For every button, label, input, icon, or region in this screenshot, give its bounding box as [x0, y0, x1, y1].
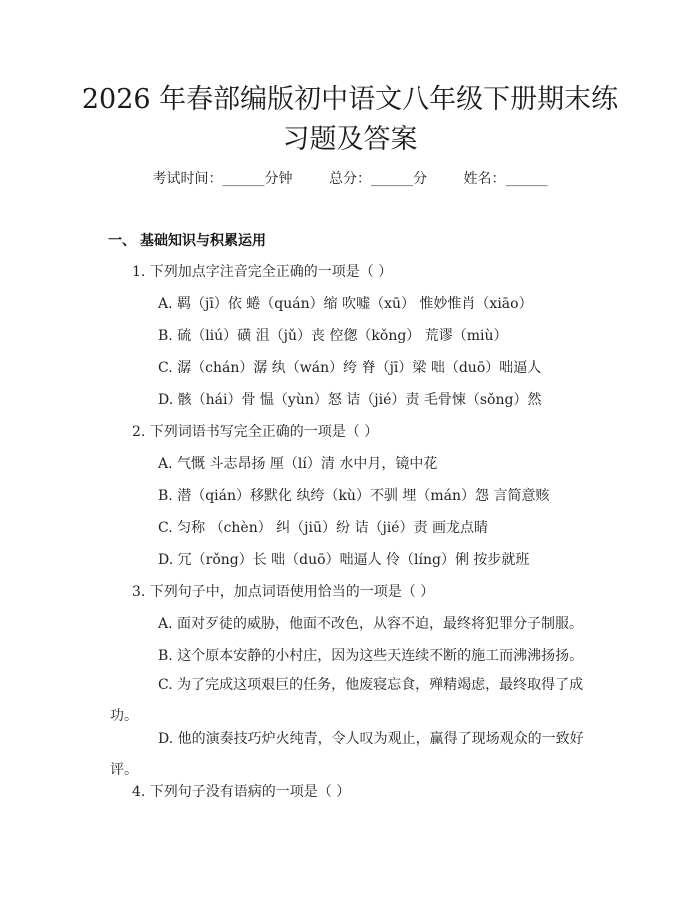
question-option: D. 骸（hái）骨 愠（yùn）怒 诘（jié）责 毛骨悚（sǒng）然: [158, 392, 542, 408]
exam-score: 总分：______分: [329, 171, 427, 187]
title-line-2: 习题及答案: [282, 124, 418, 155]
question-option: D. 冗（rǒng）长 咄（duō）咄逼人 伶（líng）俐 按步就班: [158, 552, 530, 568]
question-stem: 4. 下列句子没有语病的一项是（ ）: [132, 784, 351, 800]
question-option: A. 面对歹徒的威胁，他面不改色，从容不迫，最终将犯罪分子制服。: [158, 616, 584, 632]
question-stem: 1. 下列加点字注音完全正确的一项是（ ）: [132, 264, 393, 280]
question-option: C. 匀称 （chèn） 纠（jiū）纷 诘（jié）责 画龙点睛: [158, 520, 489, 536]
question-option: A. 羁（jī）依 蜷（quán）缩 吹嘘（xū） 惟妙惟肖（xiāo）: [158, 296, 533, 312]
exam-info: [0, 168, 700, 188]
question-option: B. 硫（liú）磺 沮（jǔ）丧 倥偬（kǒng） 荒谬（miù）: [158, 328, 508, 344]
question-option: B. 这个原本安静的小村庄，因为这些天连续不断的施工而沸沸扬扬。: [158, 648, 584, 664]
exam-time: 考试时间：______分钟: [152, 171, 293, 187]
question-option: B. 潜（qián）移默化 纨绔（kù）不驯 埋（mán）怨 言简意赅: [158, 488, 550, 504]
section-title: 基础知识与积累运用: [140, 233, 266, 249]
title-line-1: 2026 年春部编版初中语文八年级下册期末练: [81, 84, 619, 115]
exam-name: 姓名：______: [463, 171, 548, 187]
question-option: C. 为了完成这项艰巨的任务，他废寝忘食，殚精竭虑，最终取得了成功。: [110, 677, 584, 724]
section-number: 一、: [108, 233, 136, 249]
document-title: [60, 80, 640, 160]
question-option: C. 潺（chán）潺 纨（wán）绔 脊（jī）梁 咄（duō）咄逼人: [158, 360, 542, 376]
question-option: D. 他的演奏技巧炉火纯青，令人叹为观止，赢得了现场观众的一致好评。: [110, 731, 584, 778]
section-heading: [108, 230, 266, 250]
question-stem: 3. 下列句子中，加点词语使用恰当的一项是（ ）: [132, 584, 435, 600]
question-stem: 2. 下列词语书写完全正确的一项是（ ）: [132, 424, 379, 440]
question-option: A. 气慨 斗志昂扬 厘（lí）清 水中月，镜中花: [158, 456, 438, 472]
